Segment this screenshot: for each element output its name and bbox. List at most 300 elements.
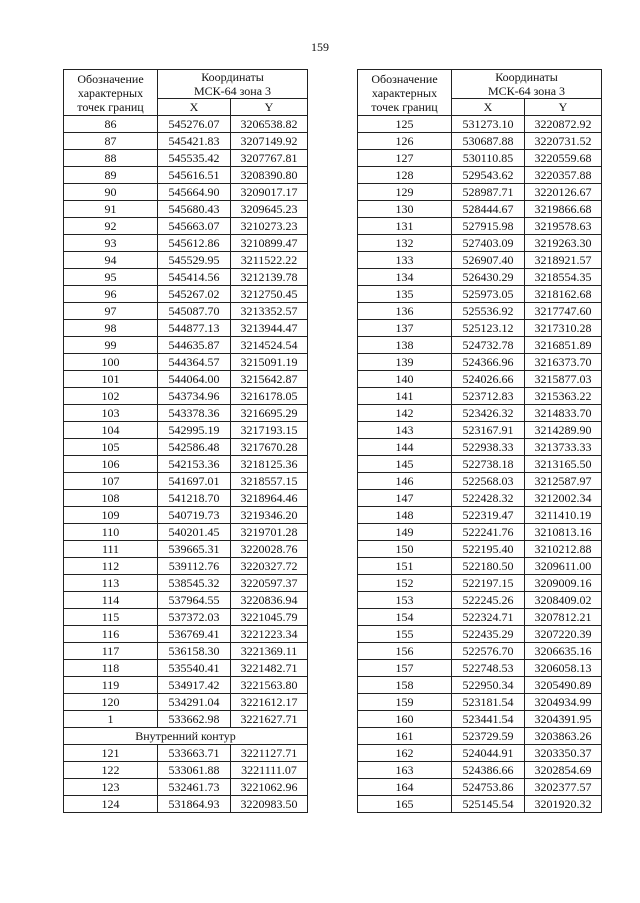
inner-contour-label: Внутренний контур: [64, 728, 308, 745]
point-number-cell: 164: [358, 779, 452, 796]
point-number-cell: 140: [358, 371, 452, 388]
x-coordinate-cell: 539665.31: [158, 541, 231, 558]
y-coordinate-cell: 3221127.71: [231, 745, 308, 762]
point-number-cell: 113: [64, 575, 158, 592]
table-row: [64, 201, 308, 218]
table-row: [64, 677, 308, 694]
coordinates-table-left: [63, 69, 308, 813]
point-number-cell: 110: [64, 524, 158, 541]
x-coordinate-cell: 523181.54: [452, 694, 525, 711]
y-coordinate-cell: 3215642.87: [231, 371, 308, 388]
x-coordinate-cell: 535540.41: [158, 660, 231, 677]
point-number-cell: 152: [358, 575, 452, 592]
point-number-cell: 133: [358, 252, 452, 269]
x-coordinate-cell: 534917.42: [158, 677, 231, 694]
table-row: [64, 558, 308, 575]
point-number-cell: 127: [358, 150, 452, 167]
y-coordinate-cell: 3203863.26: [525, 728, 602, 745]
y-coordinate-cell: 3209611.00: [525, 558, 602, 575]
x-coordinate-cell: 536769.41: [158, 626, 231, 643]
header-coords-label-line: Координаты: [495, 70, 558, 84]
y-coordinate-cell: 3220327.72: [231, 558, 308, 575]
x-coordinate-cell: 525973.05: [452, 286, 525, 303]
coordinates-table-right: [357, 69, 602, 813]
point-number-cell: 118: [64, 660, 158, 677]
x-coordinate-cell: 530110.85: [452, 150, 525, 167]
y-coordinate-cell: 3221369.11: [231, 643, 308, 660]
point-number-cell: 91: [64, 201, 158, 218]
y-coordinate-cell: 3220357.88: [525, 167, 602, 184]
table-row: [358, 456, 602, 473]
y-coordinate-cell: 3217193.15: [231, 422, 308, 439]
header-x: X: [158, 99, 231, 116]
x-coordinate-cell: 543378.36: [158, 405, 231, 422]
point-number-cell: 87: [64, 133, 158, 150]
y-coordinate-cell: 3203350.37: [525, 745, 602, 762]
point-number-cell: 154: [358, 609, 452, 626]
header-point-label-line: точек границ: [77, 99, 144, 114]
x-coordinate-cell: 523712.83: [452, 388, 525, 405]
table-row: [64, 218, 308, 235]
x-coordinate-cell: 522195.40: [452, 541, 525, 558]
y-coordinate-cell: 3213944.47: [231, 320, 308, 337]
table-row: [358, 677, 602, 694]
y-coordinate-cell: 3220028.76: [231, 541, 308, 558]
point-number-cell: 132: [358, 235, 452, 252]
point-number-cell: 161: [358, 728, 452, 745]
y-coordinate-cell: 3220126.67: [525, 184, 602, 201]
point-number-cell: 108: [64, 490, 158, 507]
table-row: [64, 320, 308, 337]
point-number-cell: 162: [358, 745, 452, 762]
point-number-cell: 100: [64, 354, 158, 371]
y-coordinate-cell: 3220559.68: [525, 150, 602, 167]
y-coordinate-cell: 3209645.23: [231, 201, 308, 218]
point-number-cell: 93: [64, 235, 158, 252]
table-row: [64, 609, 308, 626]
x-coordinate-cell: 522748.53: [452, 660, 525, 677]
header-point-label-line: характерных: [77, 85, 144, 100]
table-row: [358, 439, 602, 456]
y-coordinate-cell: 3210899.47: [231, 235, 308, 252]
x-coordinate-cell: 544877.13: [158, 320, 231, 337]
point-number-cell: 134: [358, 269, 452, 286]
table-row: [64, 541, 308, 558]
point-number-cell: 95: [64, 269, 158, 286]
y-coordinate-cell: 3210273.23: [231, 218, 308, 235]
x-coordinate-cell: 525123.12: [452, 320, 525, 337]
point-number-cell: 151: [358, 558, 452, 575]
y-coordinate-cell: 3218162.68: [525, 286, 602, 303]
table-row: [64, 269, 308, 286]
table-row: [64, 184, 308, 201]
x-coordinate-cell: 542995.19: [158, 422, 231, 439]
x-coordinate-cell: 524386.66: [452, 762, 525, 779]
y-coordinate-cell: 3221563.80: [231, 677, 308, 694]
y-coordinate-cell: 3221111.07: [231, 762, 308, 779]
point-number-cell: 92: [64, 218, 158, 235]
table-row: [64, 762, 308, 779]
x-coordinate-cell: 545664.90: [158, 184, 231, 201]
x-coordinate-cell: 522197.15: [452, 575, 525, 592]
table-row: [358, 235, 602, 252]
x-coordinate-cell: 522180.50: [452, 558, 525, 575]
table-row: [358, 337, 602, 354]
point-number-cell: 165: [358, 796, 452, 813]
x-coordinate-cell: 545421.83: [158, 133, 231, 150]
y-coordinate-cell: 3218557.15: [231, 473, 308, 490]
y-coordinate-cell: 3220836.94: [231, 592, 308, 609]
x-coordinate-cell: 545267.02: [158, 286, 231, 303]
table-row: [358, 660, 602, 677]
point-number-cell: 128: [358, 167, 452, 184]
y-coordinate-cell: 3217747.60: [525, 303, 602, 320]
y-coordinate-cell: 3221062.96: [231, 779, 308, 796]
point-number-cell: 94: [64, 252, 158, 269]
x-coordinate-cell: 523441.54: [452, 711, 525, 728]
point-number-cell: 96: [64, 286, 158, 303]
point-number-cell: 89: [64, 167, 158, 184]
x-coordinate-cell: 522245.26: [452, 592, 525, 609]
point-number-cell: 106: [64, 456, 158, 473]
table-row: [358, 745, 602, 762]
header-coords-label-line: МСК-64 зона 3: [487, 84, 566, 98]
table-row: [64, 133, 308, 150]
table-row: [64, 422, 308, 439]
x-coordinate-cell: 522324.71: [452, 609, 525, 626]
y-coordinate-cell: 3208409.02: [525, 592, 602, 609]
y-coordinate-cell: 3215877.03: [525, 371, 602, 388]
x-coordinate-cell: 545680.43: [158, 201, 231, 218]
x-coordinate-cell: 545529.95: [158, 252, 231, 269]
x-coordinate-cell: 528987.71: [452, 184, 525, 201]
point-number-cell: 136: [358, 303, 452, 320]
x-coordinate-cell: 541697.01: [158, 473, 231, 490]
y-coordinate-cell: 3209017.17: [231, 184, 308, 201]
x-coordinate-cell: 544364.57: [158, 354, 231, 371]
table-row: [358, 252, 602, 269]
point-number-cell: 124: [64, 796, 158, 813]
table-row: [358, 609, 602, 626]
x-coordinate-cell: 533662.98: [158, 711, 231, 728]
y-coordinate-cell: 3213165.50: [525, 456, 602, 473]
x-coordinate-cell: 527403.09: [452, 235, 525, 252]
y-coordinate-cell: 3212139.78: [231, 269, 308, 286]
x-coordinate-cell: 524753.86: [452, 779, 525, 796]
table-row: [358, 490, 602, 507]
x-coordinate-cell: 532461.73: [158, 779, 231, 796]
table-row: [358, 116, 602, 133]
point-number-cell: 156: [358, 643, 452, 660]
x-coordinate-cell: 526907.40: [452, 252, 525, 269]
point-number-cell: 99: [64, 337, 158, 354]
x-coordinate-cell: 525145.54: [452, 796, 525, 813]
header-coords-label-line: МСК-64 зона 3: [193, 84, 272, 98]
x-coordinate-cell: 545616.51: [158, 167, 231, 184]
x-coordinate-cell: 522950.34: [452, 677, 525, 694]
table-row: [64, 167, 308, 184]
table-row: [64, 388, 308, 405]
x-coordinate-cell: 522435.29: [452, 626, 525, 643]
header-point-label-line: характерных: [371, 85, 438, 100]
table-row: [64, 456, 308, 473]
y-coordinate-cell: 3221482.71: [231, 660, 308, 677]
point-number-cell: 148: [358, 507, 452, 524]
point-number-cell: 141: [358, 388, 452, 405]
y-coordinate-cell: 3204934.99: [525, 694, 602, 711]
x-coordinate-cell: 523729.59: [452, 728, 525, 745]
y-coordinate-cell: 3218554.35: [525, 269, 602, 286]
table-row: [358, 643, 602, 660]
x-coordinate-cell: 539112.76: [158, 558, 231, 575]
y-coordinate-cell: 3218125.36: [231, 456, 308, 473]
table-row: [64, 711, 308, 728]
x-coordinate-cell: 522576.70: [452, 643, 525, 660]
x-coordinate-cell: 525536.92: [452, 303, 525, 320]
y-coordinate-cell: 3207220.39: [525, 626, 602, 643]
table-row: [64, 150, 308, 167]
y-coordinate-cell: 3216373.70: [525, 354, 602, 371]
y-coordinate-cell: 3217310.28: [525, 320, 602, 337]
y-coordinate-cell: 3210212.88: [525, 541, 602, 558]
table-row: [358, 524, 602, 541]
y-coordinate-cell: 3202377.57: [525, 779, 602, 796]
point-number-cell: 122: [64, 762, 158, 779]
table-row: [358, 711, 602, 728]
x-coordinate-cell: 524044.91: [452, 745, 525, 762]
y-coordinate-cell: 3218964.46: [231, 490, 308, 507]
y-coordinate-cell: 3206058.13: [525, 660, 602, 677]
header-point-label: [64, 70, 158, 116]
table-row: [358, 728, 602, 745]
header-y: Y: [525, 99, 602, 116]
y-coordinate-cell: 3221627.71: [231, 711, 308, 728]
x-coordinate-cell: 522319.47: [452, 507, 525, 524]
x-coordinate-cell: 534291.04: [158, 694, 231, 711]
table-row: [358, 575, 602, 592]
x-coordinate-cell: 545087.70: [158, 303, 231, 320]
table-row: [64, 490, 308, 507]
table-row: [64, 116, 308, 133]
point-number-cell: 139: [358, 354, 452, 371]
point-number-cell: 129: [358, 184, 452, 201]
point-number-cell: 90: [64, 184, 158, 201]
point-number-cell: 117: [64, 643, 158, 660]
point-number-cell: 88: [64, 150, 158, 167]
x-coordinate-cell: 545535.42: [158, 150, 231, 167]
y-coordinate-cell: 3211410.19: [525, 507, 602, 524]
y-coordinate-cell: 3215091.19: [231, 354, 308, 371]
table-row: [358, 354, 602, 371]
x-coordinate-cell: 522738.18: [452, 456, 525, 473]
y-coordinate-cell: 3220872.92: [525, 116, 602, 133]
point-number-cell: 111: [64, 541, 158, 558]
point-number-cell: 143: [358, 422, 452, 439]
x-coordinate-cell: 540719.73: [158, 507, 231, 524]
point-number-cell: 112: [64, 558, 158, 575]
table-row: [358, 303, 602, 320]
point-number-cell: 115: [64, 609, 158, 626]
header-point-label-line: точек границ: [371, 99, 438, 114]
y-coordinate-cell: 3207767.81: [231, 150, 308, 167]
point-number-cell: 105: [64, 439, 158, 456]
y-coordinate-cell: 3219346.20: [231, 507, 308, 524]
point-number-cell: 145: [358, 456, 452, 473]
table-row: [64, 745, 308, 762]
x-coordinate-cell: 545276.07: [158, 116, 231, 133]
table-row: [358, 507, 602, 524]
x-coordinate-cell: 524366.96: [452, 354, 525, 371]
point-number-cell: 130: [358, 201, 452, 218]
point-number-cell: 126: [358, 133, 452, 150]
x-coordinate-cell: 533061.88: [158, 762, 231, 779]
y-coordinate-cell: 3212002.34: [525, 490, 602, 507]
table-row: [358, 694, 602, 711]
y-coordinate-cell: 3220597.37: [231, 575, 308, 592]
y-coordinate-cell: 3220983.50: [231, 796, 308, 813]
x-coordinate-cell: 538545.32: [158, 575, 231, 592]
point-number-cell: 101: [64, 371, 158, 388]
y-coordinate-cell: 3206635.16: [525, 643, 602, 660]
y-coordinate-cell: 3218921.57: [525, 252, 602, 269]
y-coordinate-cell: 3219578.63: [525, 218, 602, 235]
point-number-cell: 120: [64, 694, 158, 711]
y-coordinate-cell: 3214524.54: [231, 337, 308, 354]
y-coordinate-cell: 3201920.32: [525, 796, 602, 813]
x-coordinate-cell: 523426.32: [452, 405, 525, 422]
x-coordinate-cell: 533663.71: [158, 745, 231, 762]
point-number-cell: 131: [358, 218, 452, 235]
point-number-cell: 123: [64, 779, 158, 796]
y-coordinate-cell: 3217670.28: [231, 439, 308, 456]
point-number-cell: 125: [358, 116, 452, 133]
page-number: 159: [311, 40, 329, 54]
table-row: [64, 303, 308, 320]
x-coordinate-cell: 529543.62: [452, 167, 525, 184]
header-point-label-line: Обозначение: [371, 71, 438, 86]
table-row: [358, 269, 602, 286]
y-coordinate-cell: 3219866.68: [525, 201, 602, 218]
point-number-cell: 135: [358, 286, 452, 303]
x-coordinate-cell: 537964.55: [158, 592, 231, 609]
inner-contour-row: [64, 728, 308, 745]
y-coordinate-cell: 3216695.29: [231, 405, 308, 422]
y-coordinate-cell: 3207149.92: [231, 133, 308, 150]
table-row: [358, 558, 602, 575]
header-coords-label: [452, 70, 602, 99]
table-row: [64, 592, 308, 609]
header-point-label: [358, 70, 452, 116]
table-row: [64, 439, 308, 456]
point-number-cell: 142: [358, 405, 452, 422]
y-coordinate-cell: 3219701.28: [231, 524, 308, 541]
table-row: [64, 524, 308, 541]
table-row: [358, 626, 602, 643]
x-coordinate-cell: 522241.76: [452, 524, 525, 541]
table-row: [64, 507, 308, 524]
header-coords-label: [158, 70, 308, 99]
table-row: [64, 371, 308, 388]
point-number-cell: 146: [358, 473, 452, 490]
point-number-cell: 157: [358, 660, 452, 677]
table-row: [358, 133, 602, 150]
point-number-cell: 150: [358, 541, 452, 558]
table-row: [64, 575, 308, 592]
table-row: [358, 796, 602, 813]
x-coordinate-cell: 545663.07: [158, 218, 231, 235]
x-coordinate-cell: 523167.91: [452, 422, 525, 439]
table-row: [358, 541, 602, 558]
point-number-cell: 149: [358, 524, 452, 541]
point-number-cell: 1: [64, 711, 158, 728]
y-coordinate-cell: 3214833.70: [525, 405, 602, 422]
point-number-cell: 144: [358, 439, 452, 456]
table-row: [64, 694, 308, 711]
x-coordinate-cell: 544064.00: [158, 371, 231, 388]
y-coordinate-cell: 3221223.34: [231, 626, 308, 643]
point-number-cell: 159: [358, 694, 452, 711]
table-row: [358, 388, 602, 405]
table-row: [358, 371, 602, 388]
table-row: [358, 150, 602, 167]
table-row: [64, 235, 308, 252]
y-coordinate-cell: 3202854.69: [525, 762, 602, 779]
point-number-cell: 137: [358, 320, 452, 337]
header-y: Y: [231, 99, 308, 116]
point-number-cell: 107: [64, 473, 158, 490]
point-number-cell: 163: [358, 762, 452, 779]
y-coordinate-cell: 3207812.21: [525, 609, 602, 626]
table-row: [64, 252, 308, 269]
x-coordinate-cell: 528444.67: [452, 201, 525, 218]
header-x: X: [452, 99, 525, 116]
x-coordinate-cell: 522568.03: [452, 473, 525, 490]
table-row: [358, 167, 602, 184]
x-coordinate-cell: 531864.93: [158, 796, 231, 813]
y-coordinate-cell: 3213733.33: [525, 439, 602, 456]
table-row: [358, 320, 602, 337]
x-coordinate-cell: 545612.86: [158, 235, 231, 252]
point-number-cell: 103: [64, 405, 158, 422]
x-coordinate-cell: 524026.66: [452, 371, 525, 388]
table-row: [64, 796, 308, 813]
point-number-cell: 138: [358, 337, 452, 354]
y-coordinate-cell: 3209009.16: [525, 575, 602, 592]
header-coords-label-line: Координаты: [201, 70, 264, 84]
x-coordinate-cell: 524732.78: [452, 337, 525, 354]
point-number-cell: 109: [64, 507, 158, 524]
x-coordinate-cell: 522938.33: [452, 439, 525, 456]
table-row: [64, 779, 308, 796]
y-coordinate-cell: 3210813.16: [525, 524, 602, 541]
x-coordinate-cell: 537372.03: [158, 609, 231, 626]
y-coordinate-cell: 3216851.89: [525, 337, 602, 354]
y-coordinate-cell: 3215363.22: [525, 388, 602, 405]
x-coordinate-cell: 531273.10: [452, 116, 525, 133]
x-coordinate-cell: 530687.88: [452, 133, 525, 150]
y-coordinate-cell: 3219263.30: [525, 235, 602, 252]
y-coordinate-cell: 3208390.80: [231, 167, 308, 184]
table-row: [64, 660, 308, 677]
x-coordinate-cell: 536158.30: [158, 643, 231, 660]
y-coordinate-cell: 3206538.82: [231, 116, 308, 133]
x-coordinate-cell: 522428.32: [452, 490, 525, 507]
table-row: [358, 184, 602, 201]
table-row: [64, 354, 308, 371]
y-coordinate-cell: 3213352.57: [231, 303, 308, 320]
point-number-cell: 119: [64, 677, 158, 694]
x-coordinate-cell: 540201.45: [158, 524, 231, 541]
